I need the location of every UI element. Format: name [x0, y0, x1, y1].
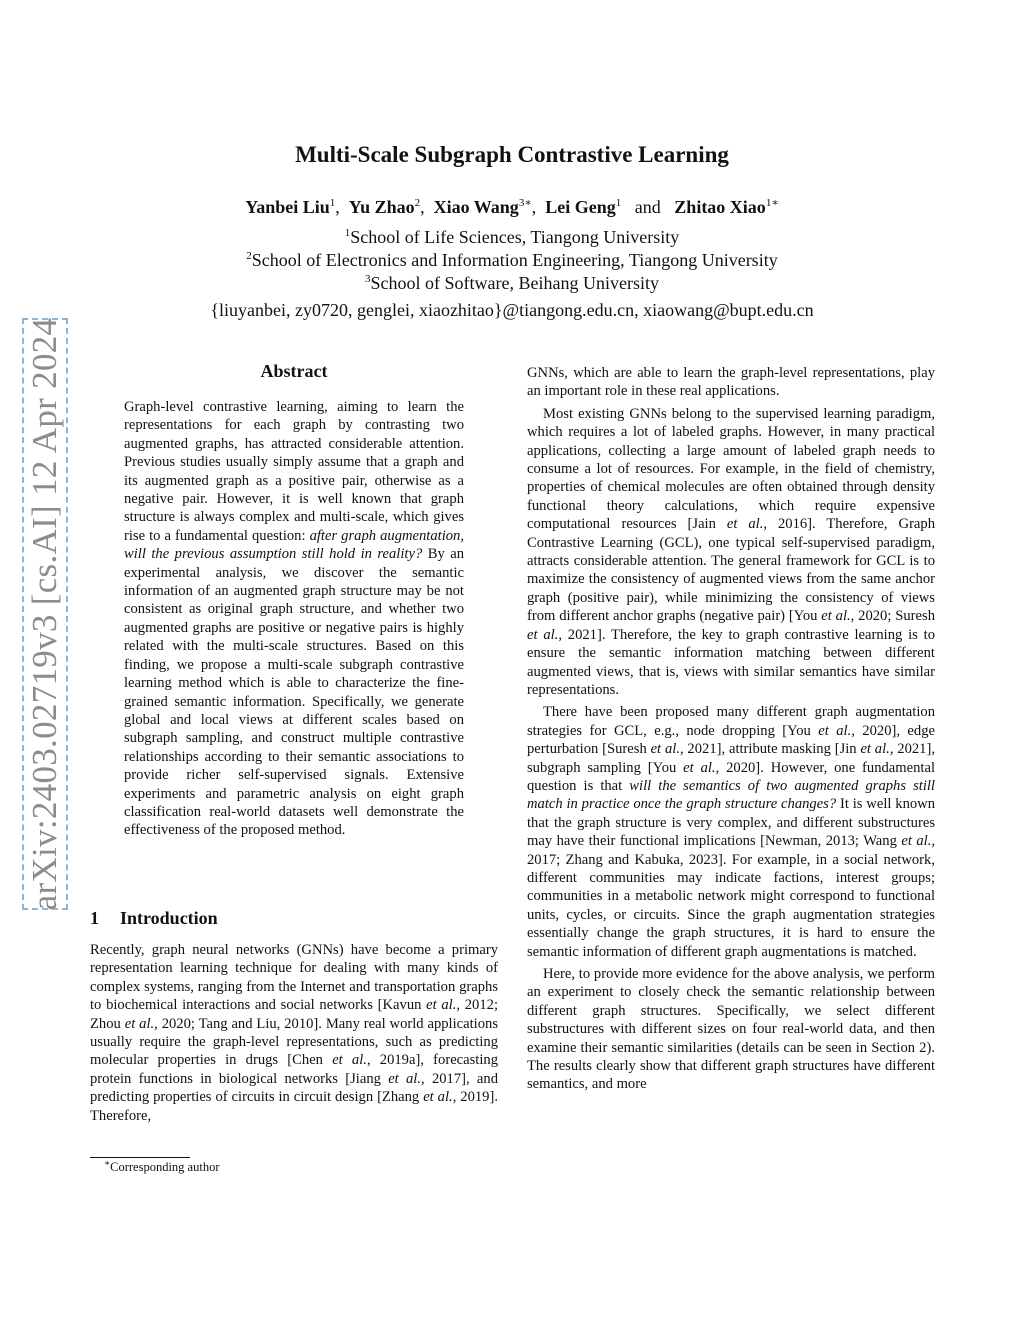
- text-run: , 2020], edge perturbation [Suresh: [527, 722, 935, 758]
- section-heading: [90, 908, 500, 929]
- text-run: There have been proposed many different graph augmentation strategies for GCL, e.g., node dropping [You: [527, 704, 935, 739]
- author-separator: ,: [420, 197, 425, 217]
- author-name: Xiao Wang: [433, 197, 519, 217]
- body-paragraph: GNNs, which are able to learn the graph-level representations, play an important role in these real applications.: [527, 365, 935, 400]
- citation-etal: et al.: [124, 1015, 155, 1032]
- abstract-text: By an experimental analysis, we discover the semantic information of an augmented graph structure may be not consistent as original graph structure, and whether two augmented graphs are positive or negative pairs is highly related with the multi-scale structures. Based on this finding, we propose a multi-scale subgraph contrastive learning method which is able to characterize the fine-grained semantic information. Specifically, we generate global and local views at different scales based on subgraph sampling, and construct multiple contrastive relationships according to their semantic associations to provide richer self-supervised signals. Extensive experiments and parametric analysis on eight graph classification real-world datasets well demonstrate the effectiveness of the proposed method.: [124, 546, 464, 839]
- text-run: , 2017; Zhang and Kabuka, 2023]. For example, in a social network, different communities may indicate factions, interest groups; communities in a metabolic network might correspond to functional units, cycles, or circuits. Since the graph augmentation strategies essentially change the graph structures, it is hard to ensure the semantic information of different graph augmentations is matched.: [527, 833, 936, 960]
- italic-question: will the semantics of two augmented graphs still match in practice once the graph structure changes?: [527, 777, 935, 813]
- citation-etal: et al.: [901, 833, 932, 850]
- paper-title: Multi-Scale Subgraph Contrastive Learning: [295, 142, 729, 167]
- abstract-paragraph: [124, 398, 464, 840]
- affiliation: [0, 250, 1024, 271]
- author-mark: 1∗: [765, 197, 779, 209]
- intro-left-column: [90, 941, 498, 1125]
- arxiv-stamp-text: arXiv:2403.02719v3 [cs.AI] 12 Apr 2024: [25, 317, 64, 911]
- text-run: , 2021], attribute masking [Jin: [679, 741, 861, 758]
- author-and: and: [634, 197, 661, 217]
- citation-etal: et al.: [527, 626, 559, 643]
- affiliation-text: School of Software, Beihang University: [370, 273, 659, 293]
- text-run: Most existing GNNs belong to the supervised learning paradigm, which requires a lot of labeled graphs. However, in many practical applications, collecting a large amount of labeled graph needs to consume a lot of resources. For example, in the field of chemistry, properties of chemical molecules are often obtained through density functional theory calculations, which require expensive computational resources [Jain: [527, 405, 935, 533]
- author-separator: ,: [531, 197, 537, 217]
- section-title: Introduction: [120, 908, 218, 928]
- abstract-body: [124, 398, 464, 840]
- author-name: Zhitao Xiao: [674, 197, 766, 217]
- affiliation-mark: 1: [344, 227, 351, 239]
- text-run: , 2016]. Therefore, Graph Contrastive Learning (GCL), one typical self-supervised paradigm, attracts considerable attention. The general framework for GCL is to maximize the consistency of augmented views from the same anchor graph (positive pair), while minimizing the consistency of views from different anchor graphs (negative pair) [You: [527, 516, 935, 625]
- author-name: Yu Zhao: [348, 197, 415, 217]
- body-paragraph: Here, to provide more evidence for the above analysis, we perform an experiment to closely check the semantic relationship between different graph structures. Specifically, we select different substructures with different sizes on four real-world data, and then examine their semantic similarities (details can be seen in Section 2). The results clearly show that different graph structures have different semantics, and more: [527, 966, 935, 1093]
- author-mark: 3∗: [518, 197, 532, 209]
- affiliation-mark: 3: [365, 273, 371, 285]
- author-emails: {liuyanbei, zy0720, genglei, xiaozhitao}@tiangong.edu.cn, xiaowang@bupt.edu.cn: [210, 300, 814, 320]
- citation-etal: et al.: [821, 608, 851, 625]
- text-run: Recently, graph neural networks (GNNs) have become a primary representation learning technique for dealing with many kinds of complex systems, ranging from the Internet and transportation graphs to biochemical interactions and social networks [Kavun: [90, 942, 498, 1014]
- citation-etal: et al.: [818, 722, 852, 739]
- intro-paragraph: [90, 941, 498, 1125]
- author-mark: 2: [414, 197, 421, 209]
- author-name: Yanbei Liu: [245, 197, 330, 217]
- affiliation: [0, 227, 1024, 248]
- citation-etal: et al.: [726, 516, 764, 533]
- footnote-mark: ∗: [104, 1158, 111, 1168]
- author-name: Lei Geng: [545, 197, 616, 217]
- affiliation: [0, 273, 1024, 294]
- text-run: , 2019]. Therefore,: [90, 1089, 498, 1124]
- citation-etal: et al.: [683, 759, 716, 776]
- affiliation-mark: 2: [246, 250, 252, 262]
- text-run: It is well known that the graph structure is very complex, and different substructures may have their functional implications [Newman, 2013; Wang: [527, 796, 935, 850]
- body-paragraph: [527, 405, 935, 700]
- text-run: , 2017], and predicting properties of circuits in circuit design [Zhang: [90, 1070, 498, 1106]
- author-separator: ,: [335, 197, 340, 217]
- footnote: [104, 1160, 219, 1175]
- author-list: [0, 197, 1024, 218]
- citation-etal: et al.: [860, 741, 890, 758]
- body-paragraph: [527, 703, 935, 961]
- text-run: , 2012; Zhou: [90, 997, 498, 1032]
- footnote-text: Corresponding author: [110, 1160, 220, 1174]
- citation-etal: et al.: [423, 1089, 453, 1106]
- affiliation-text: School of Life Sciences, Tiangong University: [350, 227, 680, 247]
- abstract-italic-question: after graph augmentation, will the previous assumption still hold in reality?: [124, 527, 465, 563]
- abstract-heading: Abstract: [260, 361, 328, 381]
- citation-etal: et al.: [426, 997, 457, 1014]
- section-number: 1: [90, 908, 99, 928]
- text-run: , 2019a], forecasting protein functions in biological networks [Jiang: [90, 1052, 499, 1087]
- text-run: , 2020; Suresh: [850, 608, 935, 625]
- abstract-text: Graph-level contrastive learning, aiming to learn the representations for each graph by contrasting two augmented graphs, has attracted considerable attention. Previous studies usually simply assume that a graph and its augmented graph as a positive pair, otherwise as a negative pair. However, it is well known that graph structure is always complex and multi-scale, which gives rise to a fundamental question:: [124, 399, 464, 544]
- author-mark: 1: [329, 197, 336, 209]
- arxiv-side-stamp: [22, 318, 68, 910]
- citation-etal: et al.: [332, 1052, 367, 1069]
- text-run: , 2021], subgraph sampling [You: [527, 741, 935, 776]
- citation-etal: et al.: [388, 1070, 422, 1087]
- text-run: , 2021]. Therefore, the key to graph contrastive learning is to ensure the semantic information matching between different augmented views, that is, views with similar semantics have similar representations.: [527, 626, 936, 698]
- text-run: , 2020]. However, one fundamental question is that: [527, 759, 935, 794]
- author-mark: 1: [615, 197, 622, 209]
- right-column: [527, 364, 935, 1098]
- affiliation-text: School of Electronics and Information Engineering, Tiangong University: [251, 250, 778, 270]
- text-run: , 2020; Tang and Liu, 2010]. Many real world applications usually require the graph-level representations, such as predicting molecular properties in drugs [Chen: [90, 1015, 498, 1069]
- citation-etal: et al.: [650, 741, 680, 758]
